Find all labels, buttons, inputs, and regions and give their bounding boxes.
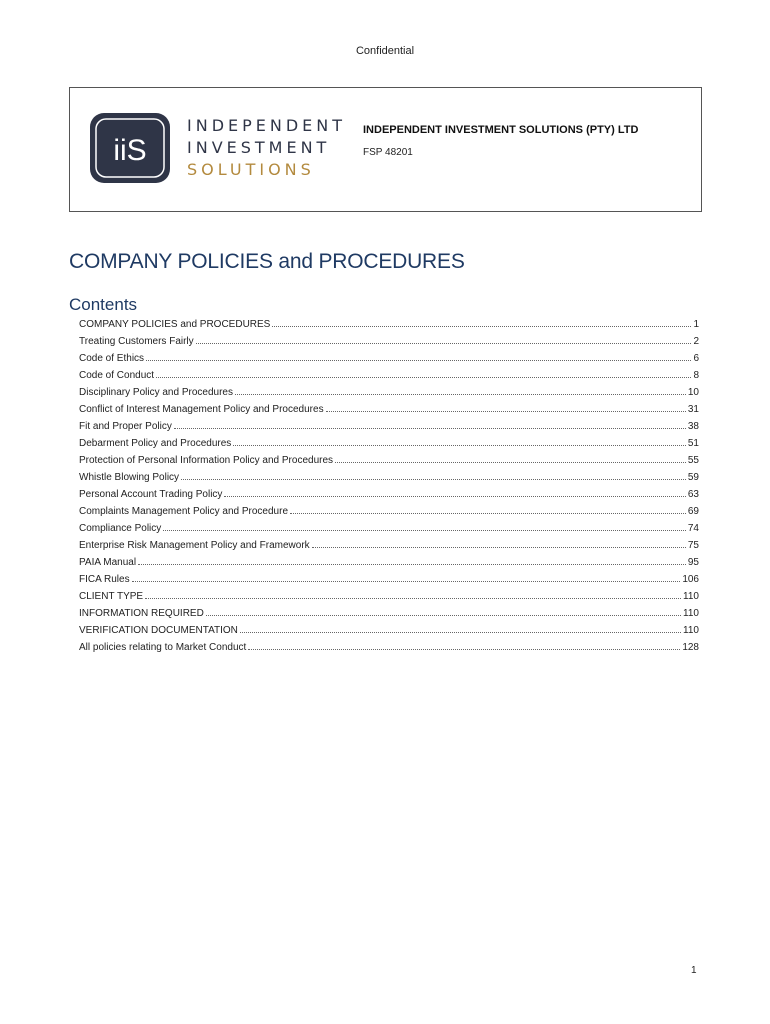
toc-entry-page[interactable]: 1: [693, 319, 699, 330]
toc-entry-title[interactable]: Complaints Management Policy and Procedure: [79, 506, 288, 517]
toc-entry-page[interactable]: 74: [687, 523, 699, 534]
toc-entry-page[interactable]: 106: [682, 574, 699, 585]
toc-entry-title[interactable]: Treating Customers Fairly: [79, 336, 194, 347]
toc-dot-leader: [272, 318, 691, 327]
toc-entry-title[interactable]: COMPANY POLICIES and PROCEDURES: [79, 319, 271, 330]
toc-entry-page[interactable]: 2: [693, 336, 699, 347]
toc-entry-page[interactable]: 75: [687, 540, 699, 551]
toc-entry[interactable]: [79, 318, 699, 335]
toc-entry-page[interactable]: 51: [687, 438, 699, 449]
toc-entry-page[interactable]: 31: [687, 404, 699, 415]
toc-entry-title[interactable]: All policies relating to Market Conduct: [79, 642, 247, 653]
toc-entry[interactable]: [79, 539, 699, 556]
toc-dot-leader: [312, 539, 686, 548]
toc-dot-leader: [240, 624, 681, 633]
toc-dot-leader: [335, 454, 686, 463]
toc-dot-leader: [196, 335, 692, 344]
toc-entry-title[interactable]: Personal Account Trading Policy: [79, 489, 223, 500]
toc-dot-leader: [145, 590, 681, 599]
table-of-contents: [79, 318, 699, 658]
toc-entry[interactable]: [79, 352, 699, 369]
toc-entry-title[interactable]: INFORMATION REQUIRED: [79, 608, 204, 619]
toc-entry-page[interactable]: 55: [687, 455, 699, 466]
company-fsp-number: FSP 48201: [363, 147, 413, 158]
toc-dot-leader: [132, 573, 681, 582]
toc-entry-page[interactable]: 6: [693, 353, 699, 364]
toc-entry[interactable]: [79, 624, 699, 641]
toc-entry[interactable]: [79, 471, 699, 488]
toc-entry[interactable]: [79, 488, 699, 505]
page-number: 1: [691, 965, 697, 976]
toc-entry[interactable]: [79, 505, 699, 522]
toc-dot-leader: [290, 505, 686, 514]
toc-entry-title[interactable]: Protection of Personal Information Policy and Procedures: [79, 455, 334, 466]
toc-entry-page[interactable]: 95: [687, 557, 699, 568]
logo-line-investment: INVESTMENT: [187, 138, 331, 157]
toc-entry-page[interactable]: 110: [683, 625, 699, 636]
toc-dot-leader: [181, 471, 686, 480]
toc-entry[interactable]: [79, 437, 699, 454]
toc-dot-leader: [156, 369, 691, 378]
toc-heading: Contents: [69, 295, 138, 314]
toc-entry[interactable]: [79, 454, 699, 471]
company-logo: [90, 110, 390, 190]
toc-entry[interactable]: [79, 335, 699, 352]
toc-entry[interactable]: [79, 369, 699, 386]
toc-dot-leader: [146, 352, 691, 361]
toc-entry-title[interactable]: Code of Ethics: [79, 353, 145, 364]
toc-entry-page[interactable]: 63: [687, 489, 699, 500]
toc-entry-page[interactable]: 128: [682, 642, 699, 653]
toc-entry-page[interactable]: 38: [687, 421, 699, 432]
toc-dot-leader: [163, 522, 686, 531]
toc-entry[interactable]: [79, 573, 699, 590]
toc-entry[interactable]: [79, 607, 699, 624]
logo-mark-text: iiS: [113, 134, 147, 167]
toc-entry-title[interactable]: CLIENT TYPE: [79, 591, 144, 602]
toc-dot-leader: [326, 403, 686, 412]
toc-entry-page[interactable]: 69: [687, 506, 699, 517]
company-name: INDEPENDENT INVESTMENT SOLUTIONS (PTY) LTD: [363, 124, 639, 136]
toc-entry[interactable]: [79, 420, 699, 437]
confidential-label: Confidential: [355, 45, 415, 57]
toc-entry-title[interactable]: FICA Rules: [79, 574, 130, 585]
toc-entry-page[interactable]: 110: [683, 591, 699, 602]
toc-entry[interactable]: [79, 590, 699, 607]
toc-entry-page[interactable]: 110: [683, 608, 699, 619]
toc-entry-title[interactable]: Enterprise Risk Management Policy and Framework: [79, 540, 310, 551]
toc-entry-title[interactable]: PAIA Manual: [79, 557, 137, 568]
company-header-box: [69, 87, 702, 212]
toc-entry[interactable]: [79, 386, 699, 403]
toc-entry-title[interactable]: Code of Conduct: [79, 370, 155, 381]
toc-dot-leader: [248, 641, 680, 650]
toc-entry-title[interactable]: Whistle Blowing Policy: [79, 472, 180, 483]
toc-entry-title[interactable]: Compliance Policy: [79, 523, 162, 534]
toc-dot-leader: [233, 437, 686, 446]
toc-dot-leader: [138, 556, 686, 565]
toc-entry[interactable]: [79, 556, 699, 573]
toc-entry-title[interactable]: VERIFICATION DOCUMENTATION: [79, 625, 238, 636]
toc-entry-page[interactable]: 8: [693, 370, 699, 381]
toc-entry-page[interactable]: 59: [687, 472, 699, 483]
toc-entry-title[interactable]: Debarment Policy and Procedures: [79, 438, 232, 449]
toc-dot-leader: [206, 607, 681, 616]
toc-dot-leader: [174, 420, 686, 429]
toc-entry[interactable]: [79, 522, 699, 539]
toc-entry[interactable]: [79, 641, 699, 658]
toc-dot-leader: [235, 386, 686, 395]
toc-entry-title[interactable]: Fit and Proper Policy: [79, 421, 172, 432]
toc-entry-title[interactable]: Disciplinary Policy and Procedures: [79, 387, 233, 398]
toc-dot-leader: [224, 488, 685, 497]
toc-entry[interactable]: [79, 403, 699, 420]
logo-line-independent: INDEPENDENT: [187, 116, 347, 135]
toc-entry-title[interactable]: Conflict of Interest Management Policy and Procedures: [79, 404, 324, 415]
toc-entry-page[interactable]: 10: [687, 387, 699, 398]
document-title: COMPANY POLICIES and PROCEDURES: [69, 250, 465, 273]
logo-line-solutions: SOLUTIONS: [187, 160, 315, 179]
